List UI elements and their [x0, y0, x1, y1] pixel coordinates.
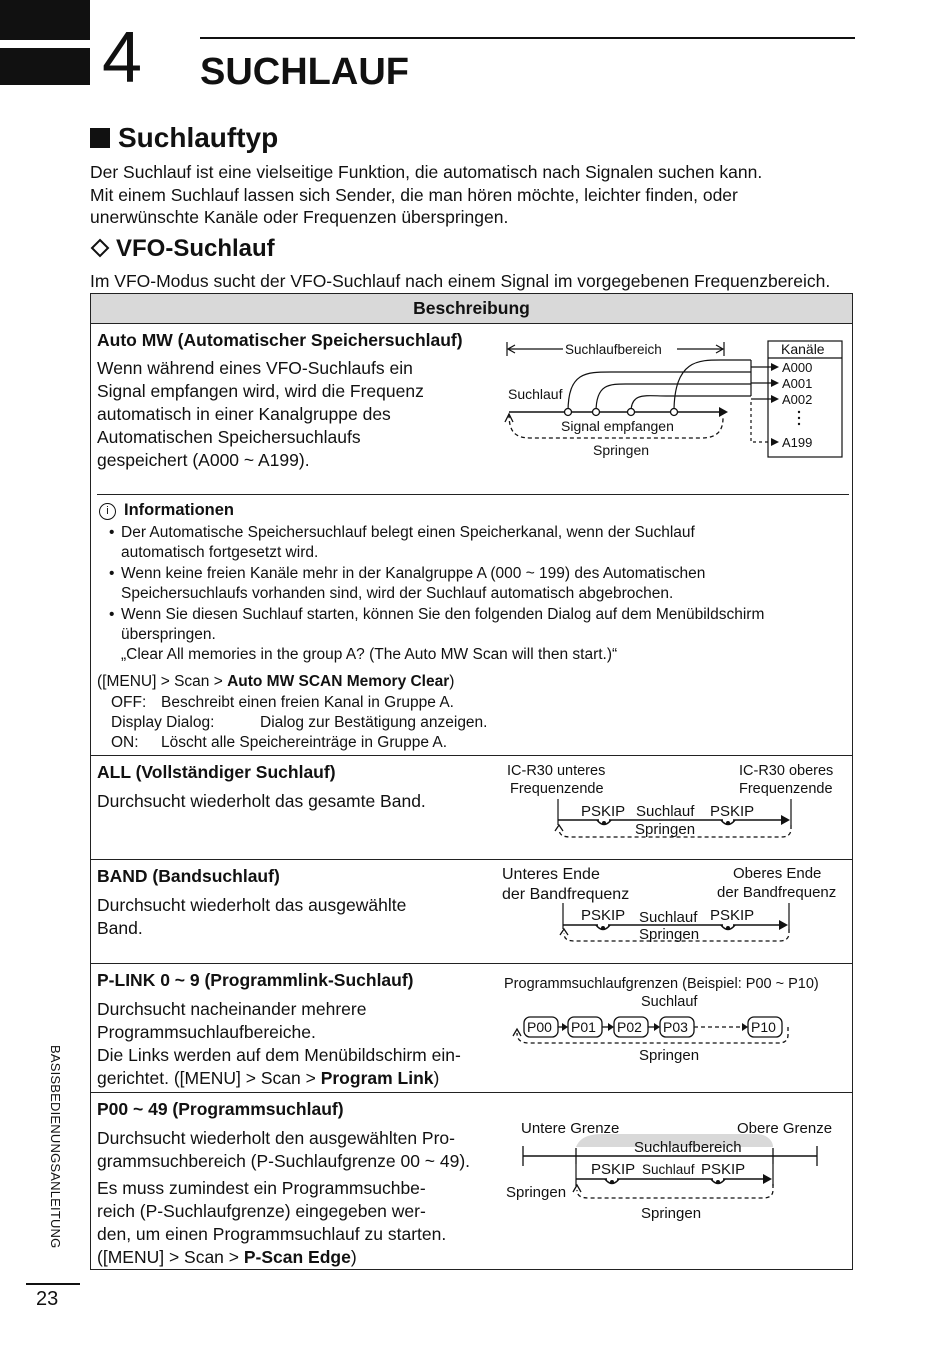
channel-a001: A001	[782, 376, 813, 391]
info-bullet	[121, 605, 846, 665]
info-bullet	[121, 564, 846, 604]
chapter-number: 4	[102, 18, 143, 98]
skip-label: Springen	[639, 1047, 700, 1064]
bullet-line: • Der Automatische Speichersuchlauf belegt einen Speicherkanal, wenn der Suchlauf	[121, 524, 695, 541]
desc-text: ([MENU] > Scan >	[97, 1247, 244, 1267]
sidebar-text: BASISBEDIENUNGSANLEITUNG	[48, 1045, 63, 1249]
info-bullet	[121, 523, 846, 563]
bullet-line: automatisch fortgesetzt wird.	[121, 544, 319, 561]
menu-path	[97, 672, 454, 692]
desc-line: Automatischen Speichersuchlaufs	[97, 427, 361, 447]
row-divider	[91, 755, 852, 756]
diagram-left-label: Unteres Ende	[502, 866, 600, 883]
desc-line: Durchsucht wiederholt das ausgewählte	[97, 895, 407, 915]
band-scan-diagram	[501, 861, 851, 956]
info-heading	[99, 501, 234, 520]
row-desc-pscan	[97, 1127, 517, 1269]
chapter-rule	[200, 37, 855, 39]
desc-text: )	[433, 1068, 440, 1088]
program-edge-p00: P00	[527, 1019, 552, 1035]
subsection-title: VFO-Suchlauf	[116, 235, 275, 262]
program-edge-p03: P03	[663, 1019, 688, 1035]
option-text-on: Löscht alle Speichereinträge in Gruppe A.	[161, 734, 448, 751]
diamond-icon	[90, 238, 110, 258]
bullet-line: überspringen.	[121, 626, 216, 643]
chapter-tab-bottom	[0, 48, 90, 85]
scan-label: Suchlauf	[641, 994, 698, 1010]
option-key-on: ON:	[111, 734, 139, 751]
diagram-range-label: Suchlaufbereich	[565, 342, 662, 357]
all-scan-diagram	[501, 757, 851, 852]
program-edge-p02: P02	[617, 1019, 642, 1035]
desc-line	[97, 1246, 517, 1269]
row-title-plink: P-LINK 0 ~ 9 (Programmlink-Suchlauf)	[97, 970, 414, 990]
lower-edge-label: Untere Grenze	[521, 1120, 620, 1137]
row-desc-band	[97, 894, 497, 940]
sidebar-label	[47, 1045, 67, 1265]
diagram-right-label: IC-R30 oberes	[739, 763, 834, 779]
row-divider	[91, 859, 852, 860]
desc-line: Durchsucht wiederholt den ausgewählten Pro-	[97, 1128, 455, 1148]
channel-a000: A000	[782, 360, 813, 375]
desc-line: grammsuchbereich (P-Suchlaufgrenze 00 ~ 49).	[97, 1151, 471, 1171]
diagram-left-label: der Bandfrequenz	[502, 886, 630, 903]
row-desc-auto-mw	[97, 357, 497, 472]
info-icon: i	[99, 503, 116, 520]
page-number: 23	[36, 1288, 59, 1310]
auto-mw-diagram	[501, 332, 851, 462]
paragraph-line: Mit einem Suchlauf lassen sich Sender, die man hören möchte, leichter finden, oder	[90, 184, 738, 205]
option-key-off: OFF:	[111, 694, 147, 711]
bullet-line: • Wenn keine freien Kanäle mehr in der Kanalgruppe A (000 ~ 199) des Automatischen	[121, 565, 706, 582]
row-title-pscan: P00 ~ 49 (Programmsuchlauf)	[97, 1099, 344, 1119]
range-label: Suchlaufbereich	[634, 1139, 742, 1156]
option-text-off: Beschreibt einen freien Kanal in Gruppe A.	[161, 694, 454, 711]
pskip-label: PSKIP	[701, 1161, 746, 1178]
skip-label: Springen	[635, 821, 696, 838]
paragraph-line: Der Suchlauf ist eine vielseitige Funktion, die automatisch nach Signalen suchen kann.	[90, 162, 763, 182]
table-header: Beschreibung	[91, 294, 852, 324]
paragraph-line: unerwünschte Kanäle oder Frequenzen überspringen.	[90, 207, 509, 227]
diagram-left-label: IC-R30 unteres	[507, 763, 606, 779]
diagram-received-label: Signal empfangen	[561, 418, 674, 434]
desc-line: Programmsuchlaufbereiche.	[97, 1022, 316, 1042]
subsection-intro: Im VFO-Modus sucht der VFO-Suchlauf nach einem Signal im vorgegebenen Frequenzbereich.	[90, 271, 831, 291]
diagram-left-label: Frequenzende	[510, 781, 604, 797]
pskip-label: PSKIP	[581, 907, 626, 924]
desc-line	[97, 1067, 517, 1090]
desc-line: Durchsucht wiederholt das gesamte Band.	[97, 791, 426, 811]
option-text-dialog: Dialog zur Bestätigung anzeigen.	[260, 714, 488, 731]
chapter-title: SUCHLAUF	[200, 51, 409, 93]
diagram-right-label: Oberes Ende	[733, 865, 822, 882]
option-key-dialog: Display Dialog:	[111, 714, 215, 731]
desc-line: Wenn während eines VFO-Suchlaufs ein	[97, 358, 413, 378]
skip-label: Springen	[639, 926, 700, 943]
row-desc-all	[97, 790, 497, 813]
desc-line: Band.	[97, 918, 143, 938]
menu-item: P-Scan Edge	[243, 1247, 351, 1267]
scan-label: Suchlauf	[636, 803, 695, 820]
program-edge-p01: P01	[571, 1019, 596, 1035]
desc-line: automatisch in einer Kanalgruppe des	[97, 404, 391, 424]
desc-line: den, um einen Programmsuchlauf zu starten.	[97, 1224, 447, 1244]
section-paragraph	[90, 161, 860, 229]
program-edge-p10: P10	[751, 1019, 776, 1035]
square-bullet-icon	[90, 128, 110, 148]
scan-label: Suchlauf	[642, 1162, 695, 1177]
section-title: Suchlauftyp	[118, 122, 279, 153]
desc-text: gerichtet. ([MENU] > Scan >	[97, 1068, 321, 1088]
diagram-right-label: der Bandfrequenz	[717, 884, 837, 901]
skip-label-left: Springen	[506, 1184, 567, 1201]
row-title-band: BAND (Bandsuchlauf)	[97, 866, 280, 886]
desc-line: Es muss zumindest ein Programmsuchbe-	[97, 1178, 426, 1198]
page-number-rule	[26, 1283, 80, 1285]
section-heading	[90, 120, 278, 156]
diagram-scan-label: Suchlauf	[508, 386, 563, 402]
row-divider	[91, 963, 852, 964]
pskip-label: PSKIP	[591, 1161, 636, 1178]
upper-edge-label: Obere Grenze	[737, 1120, 833, 1137]
bullet-line: Speichersuchlaufs vorhanden sind, wird der Suchlauf automatisch abgebrochen.	[121, 585, 674, 602]
scan-type-table	[90, 293, 853, 1270]
channels-header: Kanäle	[781, 341, 825, 357]
desc-text: )	[350, 1247, 357, 1267]
desc-line: Durchsucht nacheinander mehrere	[97, 999, 367, 1019]
info-title: Informationen	[124, 501, 234, 519]
skip-label: Springen	[641, 1205, 702, 1222]
diagram-skip-label: Springen	[593, 442, 650, 458]
channel-a002: A002	[782, 392, 813, 407]
pscan-diagram	[501, 1114, 851, 1234]
row-divider	[91, 1092, 852, 1093]
pskip-label: PSKIP	[710, 803, 755, 820]
menu-item: Program Link	[320, 1068, 434, 1088]
menu-item: Auto MW SCAN Memory Clear	[227, 673, 450, 690]
desc-line: Signal empfangen wird, wird die Frequenz	[97, 381, 424, 401]
info-rule	[97, 494, 849, 495]
desc-line: Die Links werden auf dem Menübildschirm ein-	[97, 1045, 461, 1065]
bullet-line: „Clear All memories in the group A? (The Auto MW Scan will then start.)“	[121, 646, 618, 663]
row-desc-plink	[97, 998, 517, 1090]
diagram-right-label: Frequenzende	[739, 781, 833, 797]
row-title-auto-mw: Auto MW (Automatischer Speichersuchlauf)	[97, 330, 463, 350]
chapter-tab-top	[0, 0, 90, 40]
desc-line: gespeichert (A000 ~ A199).	[97, 450, 310, 470]
row-title-all: ALL (Vollständiger Suchlauf)	[97, 762, 336, 782]
scan-label: Suchlauf	[639, 909, 698, 926]
pskip-label: PSKIP	[710, 907, 755, 924]
menu-prefix: ([MENU] > Scan >	[97, 673, 228, 690]
bullet-line: • Wenn Sie diesen Suchlauf starten, können Sie den folgenden Dialog auf dem Menübildschirm	[121, 606, 765, 623]
diagram-caption: Programmsuchlaufgrenzen (Beispiel: P00 ~ P10)	[504, 976, 819, 992]
subsection-heading	[90, 233, 275, 265]
desc-line: reich (P-Suchlaufgrenze) eingegeben wer-	[97, 1201, 426, 1221]
plink-scan-diagram	[501, 967, 851, 1082]
menu-suffix: )	[449, 673, 455, 690]
channel-a199: A199	[782, 435, 813, 450]
pskip-label: PSKIP	[581, 803, 626, 820]
